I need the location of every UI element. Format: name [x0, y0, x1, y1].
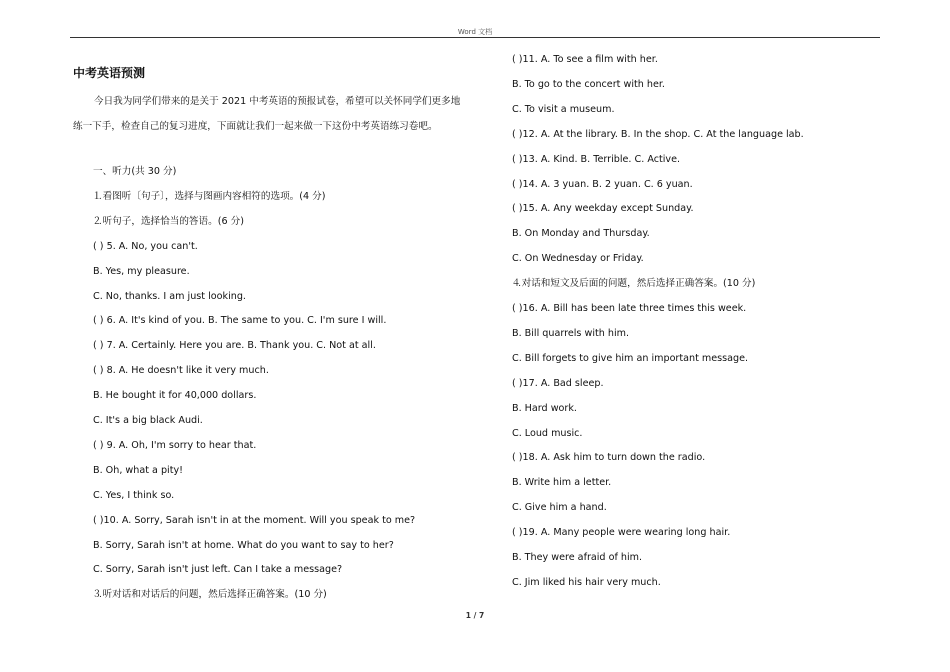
right-line: ( )19. A. Many people were wearing long hair. [512, 527, 731, 539]
right-line: ⒋对话和短文及后面的问题，然后选择正确答案。(10 分) [512, 278, 756, 290]
left-line: 一、听力(共 30 分) [93, 166, 177, 177]
left-line: C. Yes, I think so. [93, 489, 175, 501]
right-line: C. On Wednesday or Friday. [512, 253, 644, 265]
left-line: B. He bought it for 40,000 dollars. [93, 390, 257, 402]
left-line: B. Sorry, Sarah isn't at home. What do you want to say to her? [93, 539, 394, 551]
right-line: C. Give him a hand. [512, 502, 607, 514]
right-line: ( )13. A. Kind. B. Terrible. C. Active. [512, 153, 681, 165]
left-line: ⒉听句子，选择恰当的答语。(6 分) [93, 215, 244, 227]
right-line: ( )17. A. Bad sleep. [512, 377, 604, 389]
right-line: C. Jim liked his hair very much. [512, 576, 661, 588]
page-header-label: Word 文档 [457, 28, 493, 36]
left-line: ( )10. A. Sorry, Sarah isn't in at the moment. Will you speak to me? [93, 514, 416, 526]
left-line: ( ) 5. A. No, you can't. [93, 240, 198, 252]
right-line: C. Loud music. [512, 427, 583, 439]
left-line: ( ) 9. A. Oh, I'm sorry to hear that. [93, 439, 257, 451]
page-number: 1 / 7 [465, 611, 485, 620]
left-line: ⒊听对话和对话后的问题，然后选择正确答案。(10 分) [93, 589, 327, 601]
right-line: ( )16. A. Bill has been late three times this week. [512, 303, 747, 314]
right-line: B. Hard work. [512, 402, 577, 414]
left-line: C. It's a big black Audi. [93, 415, 203, 426]
right-line: B. They were afraid of him. [512, 552, 643, 563]
right-line: C. Bill forgets to give him an important message. [512, 352, 749, 364]
left-line: C. No, thanks. I am just looking. [93, 290, 246, 302]
right-line: B. Write him a letter. [512, 477, 612, 489]
right-line: ( )18. A. Ask him to turn down the radio. [512, 452, 706, 464]
left-line: B. Yes, my pleasure. [93, 265, 190, 277]
left-line: B. Oh, what a pity! [93, 464, 183, 476]
right-line: ( )14. A. 3 yuan. B. 2 yuan. C. 6 yuan. [512, 178, 693, 190]
intro-paragraph: 今日我为同学们带来的是关于 2021 中考英语的预报试卷，希望可以关怀同学们更多地练一下手，检查自己的复习进度，下面就让我们一起来做一下这份中考英语练习卷吧。 [73, 96, 461, 132]
right-line: B. Bill quarrels with him. [512, 327, 630, 339]
left-line: ( ) 7. A. Certainly. Here you are. B. Thank you. C. Not at all. [93, 340, 376, 352]
document-title: 中考英语预测 [73, 66, 146, 80]
right-line: C. To visit a museum. [512, 103, 615, 115]
left-line: ⒈看图听〔句子〕，选择与图画内容相符的选项。(4 分) [93, 190, 326, 202]
right-line: ( )12. A. At the library. B. In the shop. C. At the language lab. [512, 128, 804, 140]
right-line: B. To go to the concert with her. [512, 78, 665, 90]
left-line: ( ) 6. A. It's kind of you. B. The same to you. C. I'm sure I will. [93, 315, 387, 327]
left-line: ( ) 8. A. He doesn't like it very much. [93, 365, 269, 377]
left-line: C. Sorry, Sarah isn't just left. Can I take a message? [93, 564, 343, 576]
right-line: ( )11. A. To see a film with her. [512, 54, 658, 65]
right-line: B. On Monday and Thursday. [512, 228, 650, 240]
header-divider [70, 37, 880, 38]
right-line: ( )15. A. Any weekday except Sunday. [512, 203, 694, 215]
